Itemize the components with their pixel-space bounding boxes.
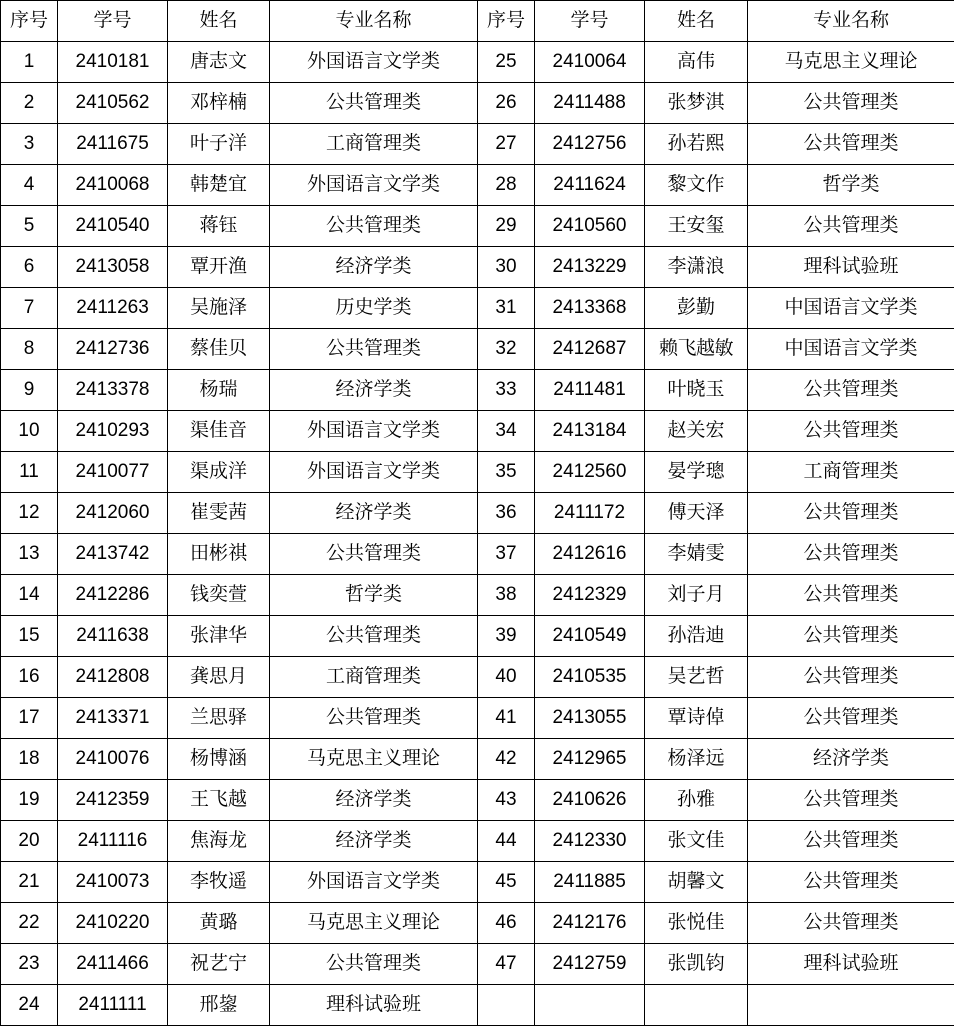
cell-major: 理科试验班 (748, 944, 954, 985)
cell-student-id: 2411172 (535, 493, 645, 534)
cell-student-id: 2411885 (535, 862, 645, 903)
cell-student-id: 2411263 (58, 288, 168, 329)
cell-student-id: 2410562 (58, 83, 168, 124)
cell-name: 韩楚宜 (168, 165, 270, 206)
cell-name: 渠佳音 (168, 411, 270, 452)
table-row (478, 124, 954, 165)
cell-student-id: 2412176 (535, 903, 645, 944)
cell-name: 邢鋆 (168, 985, 270, 1026)
column-header-major: 专业名称 (748, 1, 954, 42)
cell-major (748, 985, 954, 1026)
cell-student-id: 2413058 (58, 247, 168, 288)
cell-index: 4 (1, 165, 58, 206)
table-row (1, 985, 478, 1026)
cell-major: 理科试验班 (748, 247, 954, 288)
table-row (478, 165, 954, 206)
table-row (478, 944, 954, 985)
cell-major: 公共管理类 (748, 780, 954, 821)
cell-major: 马克思主义理论 (270, 739, 478, 780)
cell-student-id: 2411624 (535, 165, 645, 206)
table-row (478, 452, 954, 493)
cell-index: 30 (478, 247, 535, 288)
cell-index: 5 (1, 206, 58, 247)
cell-major: 工商管理类 (270, 124, 478, 165)
cell-name: 叶晓玉 (645, 370, 748, 411)
cell-name: 崔雯茜 (168, 493, 270, 534)
cell-name: 赖飞越敏 (645, 329, 748, 370)
cell-name: 叶子洋 (168, 124, 270, 165)
column-header-major: 专业名称 (270, 1, 478, 42)
cell-name: 唐志文 (168, 42, 270, 83)
table-row (1, 616, 478, 657)
cell-index: 15 (1, 616, 58, 657)
cell-student-id: 2411481 (535, 370, 645, 411)
table-row (478, 42, 954, 83)
cell-student-id: 2413368 (535, 288, 645, 329)
cell-student-id: 2411466 (58, 944, 168, 985)
table-row (478, 493, 954, 534)
cell-major: 外国语言文学类 (270, 42, 478, 83)
cell-major: 公共管理类 (748, 493, 954, 534)
cell-major: 公共管理类 (270, 698, 478, 739)
cell-student-id: 2411111 (58, 985, 168, 1026)
cell-index: 25 (478, 42, 535, 83)
cell-student-id: 2411638 (58, 616, 168, 657)
cell-student-id: 2413055 (535, 698, 645, 739)
table-row (478, 903, 954, 944)
cell-name: 吴施泽 (168, 288, 270, 329)
cell-student-id: 2410549 (535, 616, 645, 657)
cell-name: 祝艺宁 (168, 944, 270, 985)
cell-student-id: 2410535 (535, 657, 645, 698)
table-row (478, 247, 954, 288)
cell-index: 10 (1, 411, 58, 452)
cell-index: 31 (478, 288, 535, 329)
cell-major: 公共管理类 (270, 329, 478, 370)
cell-name (645, 985, 748, 1026)
table-row (478, 329, 954, 370)
cell-major: 公共管理类 (748, 616, 954, 657)
table-row (1, 42, 478, 83)
cell-student-id: 2412286 (58, 575, 168, 616)
cell-name: 孙雅 (645, 780, 748, 821)
cell-name: 杨博涵 (168, 739, 270, 780)
cell-major: 经济学类 (270, 821, 478, 862)
cell-major: 工商管理类 (748, 452, 954, 493)
cell-student-id: 2410181 (58, 42, 168, 83)
cell-name: 张凯钧 (645, 944, 748, 985)
cell-name: 张悦佳 (645, 903, 748, 944)
cell-major: 公共管理类 (748, 575, 954, 616)
cell-index: 6 (1, 247, 58, 288)
cell-index: 28 (478, 165, 535, 206)
cell-index: 34 (478, 411, 535, 452)
cell-major: 公共管理类 (748, 124, 954, 165)
cell-name: 晏学璁 (645, 452, 748, 493)
table-row (478, 698, 954, 739)
cell-index: 36 (478, 493, 535, 534)
table-row (1, 452, 478, 493)
table-row (478, 821, 954, 862)
cell-index: 39 (478, 616, 535, 657)
cell-student-id (535, 985, 645, 1026)
cell-major: 工商管理类 (270, 657, 478, 698)
cell-major: 经济学类 (270, 247, 478, 288)
cell-student-id: 2411488 (535, 83, 645, 124)
cell-student-id: 2412759 (535, 944, 645, 985)
table-row (1, 493, 478, 534)
cell-major: 公共管理类 (748, 657, 954, 698)
table-row (478, 83, 954, 124)
cell-index: 9 (1, 370, 58, 411)
cell-student-id: 2410626 (535, 780, 645, 821)
cell-major: 公共管理类 (748, 534, 954, 575)
cell-major: 公共管理类 (270, 534, 478, 575)
cell-index: 41 (478, 698, 535, 739)
cell-index: 7 (1, 288, 58, 329)
cell-major: 哲学类 (748, 165, 954, 206)
cell-student-id: 2411675 (58, 124, 168, 165)
cell-student-id: 2412329 (535, 575, 645, 616)
cell-name: 李婧雯 (645, 534, 748, 575)
cell-index: 2 (1, 83, 58, 124)
table-row (478, 206, 954, 247)
table-row (478, 616, 954, 657)
table-row (1, 83, 478, 124)
cell-major: 经济学类 (270, 780, 478, 821)
cell-student-id: 2412965 (535, 739, 645, 780)
cell-name: 焦海龙 (168, 821, 270, 862)
cell-major: 外国语言文学类 (270, 862, 478, 903)
cell-index (478, 985, 535, 1026)
cell-major: 马克思主义理论 (270, 903, 478, 944)
cell-name: 杨泽远 (645, 739, 748, 780)
cell-index: 16 (1, 657, 58, 698)
table-row (1, 411, 478, 452)
cell-index: 26 (478, 83, 535, 124)
cell-student-id: 2412330 (535, 821, 645, 862)
cell-name: 高伟 (645, 42, 748, 83)
cell-index: 29 (478, 206, 535, 247)
cell-major: 公共管理类 (748, 411, 954, 452)
cell-name: 渠成洋 (168, 452, 270, 493)
column-header-index: 序号 (478, 1, 535, 42)
cell-major: 公共管理类 (748, 206, 954, 247)
cell-name: 张津华 (168, 616, 270, 657)
cell-name: 邓梓楠 (168, 83, 270, 124)
cell-name: 钱奕萱 (168, 575, 270, 616)
table-row (1, 247, 478, 288)
cell-major: 公共管理类 (270, 206, 478, 247)
cell-index: 43 (478, 780, 535, 821)
cell-name: 杨瑞 (168, 370, 270, 411)
cell-major: 公共管理类 (748, 698, 954, 739)
table-row (478, 288, 954, 329)
cell-major: 马克思主义理论 (748, 42, 954, 83)
cell-major: 理科试验班 (270, 985, 478, 1026)
table-row (1, 124, 478, 165)
cell-name: 蒋钰 (168, 206, 270, 247)
cell-name: 黄璐 (168, 903, 270, 944)
table-row (478, 370, 954, 411)
cell-student-id: 2410064 (535, 42, 645, 83)
cell-student-id: 2412359 (58, 780, 168, 821)
table-row (478, 985, 954, 1026)
cell-index: 40 (478, 657, 535, 698)
cell-index: 11 (1, 452, 58, 493)
table-row (1, 944, 478, 985)
cell-student-id: 2410068 (58, 165, 168, 206)
cell-student-id: 2410077 (58, 452, 168, 493)
table-row (478, 411, 954, 452)
table-row (478, 575, 954, 616)
cell-name: 孙浩迪 (645, 616, 748, 657)
cell-major: 公共管理类 (748, 862, 954, 903)
cell-name: 覃开渔 (168, 247, 270, 288)
table-row (478, 534, 954, 575)
cell-index: 42 (478, 739, 535, 780)
cell-major: 公共管理类 (270, 83, 478, 124)
cell-index: 47 (478, 944, 535, 985)
table-row (1, 698, 478, 739)
cell-student-id: 2412060 (58, 493, 168, 534)
table-row (478, 862, 954, 903)
cell-student-id: 2412736 (58, 329, 168, 370)
cell-student-id: 2412560 (535, 452, 645, 493)
cell-index: 46 (478, 903, 535, 944)
cell-index: 1 (1, 42, 58, 83)
cell-student-id: 2410220 (58, 903, 168, 944)
cell-name: 田彬祺 (168, 534, 270, 575)
cell-name: 傅天泽 (645, 493, 748, 534)
cell-name: 王飞越 (168, 780, 270, 821)
cell-name: 兰思驿 (168, 698, 270, 739)
cell-index: 13 (1, 534, 58, 575)
cell-major: 外国语言文学类 (270, 411, 478, 452)
table-row (1, 739, 478, 780)
table-row (1, 370, 478, 411)
cell-student-id: 2413184 (535, 411, 645, 452)
table-row (478, 780, 954, 821)
cell-student-id: 2410293 (58, 411, 168, 452)
cell-index: 20 (1, 821, 58, 862)
cell-index: 12 (1, 493, 58, 534)
table-row (1, 903, 478, 944)
cell-name: 刘子月 (645, 575, 748, 616)
cell-name: 王安玺 (645, 206, 748, 247)
cell-index: 32 (478, 329, 535, 370)
column-header-index: 序号 (1, 1, 58, 42)
cell-name: 胡馨文 (645, 862, 748, 903)
cell-index: 38 (478, 575, 535, 616)
table-row (1, 206, 478, 247)
cell-major: 外国语言文学类 (270, 165, 478, 206)
cell-name: 覃诗倬 (645, 698, 748, 739)
cell-index: 22 (1, 903, 58, 944)
cell-major: 外国语言文学类 (270, 452, 478, 493)
cell-student-id: 2410073 (58, 862, 168, 903)
table-row (1, 329, 478, 370)
roster-table-right (477, 0, 954, 1026)
cell-student-id: 2413742 (58, 534, 168, 575)
cell-student-id: 2410540 (58, 206, 168, 247)
cell-major: 公共管理类 (748, 903, 954, 944)
table-row (1, 165, 478, 206)
column-header-name: 姓名 (168, 1, 270, 42)
cell-name: 蔡佳贝 (168, 329, 270, 370)
table-header-row (1, 1, 478, 42)
cell-major: 历史学类 (270, 288, 478, 329)
cell-student-id: 2413378 (58, 370, 168, 411)
table-row (1, 575, 478, 616)
cell-major: 经济学类 (748, 739, 954, 780)
cell-major: 公共管理类 (748, 83, 954, 124)
column-header-student-id: 学号 (535, 1, 645, 42)
cell-major: 经济学类 (270, 370, 478, 411)
table-header-row (478, 1, 954, 42)
cell-index: 24 (1, 985, 58, 1026)
cell-major: 经济学类 (270, 493, 478, 534)
table-row (478, 657, 954, 698)
column-header-name: 姓名 (645, 1, 748, 42)
cell-major: 哲学类 (270, 575, 478, 616)
right-table-wrapper (477, 0, 954, 1026)
cell-index: 18 (1, 739, 58, 780)
table-row (1, 862, 478, 903)
cell-index: 3 (1, 124, 58, 165)
column-header-student-id: 学号 (58, 1, 168, 42)
table-row (1, 534, 478, 575)
table-row (1, 657, 478, 698)
cell-student-id: 2411116 (58, 821, 168, 862)
cell-name: 李潇浪 (645, 247, 748, 288)
cell-student-id: 2413229 (535, 247, 645, 288)
table-row (1, 821, 478, 862)
cell-name: 赵关宏 (645, 411, 748, 452)
cell-student-id: 2412808 (58, 657, 168, 698)
table-row (1, 288, 478, 329)
cell-index: 33 (478, 370, 535, 411)
cell-index: 14 (1, 575, 58, 616)
cell-index: 8 (1, 329, 58, 370)
cell-major: 中国语言文学类 (748, 329, 954, 370)
cell-name: 吴艺哲 (645, 657, 748, 698)
cell-index: 45 (478, 862, 535, 903)
cell-index: 37 (478, 534, 535, 575)
cell-name: 孙若熙 (645, 124, 748, 165)
cell-name: 龚思月 (168, 657, 270, 698)
cell-student-id: 2410076 (58, 739, 168, 780)
cell-major: 中国语言文学类 (748, 288, 954, 329)
cell-major: 公共管理类 (748, 370, 954, 411)
cell-student-id: 2412616 (535, 534, 645, 575)
cell-name: 黎文作 (645, 165, 748, 206)
cell-index: 27 (478, 124, 535, 165)
cell-index: 17 (1, 698, 58, 739)
cell-student-id: 2412687 (535, 329, 645, 370)
cell-index: 23 (1, 944, 58, 985)
cell-student-id: 2412756 (535, 124, 645, 165)
cell-index: 35 (478, 452, 535, 493)
cell-name: 李牧遥 (168, 862, 270, 903)
cell-index: 19 (1, 780, 58, 821)
cell-index: 44 (478, 821, 535, 862)
cell-major: 公共管理类 (748, 821, 954, 862)
table-row (1, 780, 478, 821)
table-row (478, 739, 954, 780)
cell-name: 张文佳 (645, 821, 748, 862)
cell-name: 张梦淇 (645, 83, 748, 124)
cell-index: 21 (1, 862, 58, 903)
cell-student-id: 2410560 (535, 206, 645, 247)
cell-name: 彭勤 (645, 288, 748, 329)
cell-student-id: 2413371 (58, 698, 168, 739)
cell-major: 公共管理类 (270, 616, 478, 657)
cell-major: 公共管理类 (270, 944, 478, 985)
